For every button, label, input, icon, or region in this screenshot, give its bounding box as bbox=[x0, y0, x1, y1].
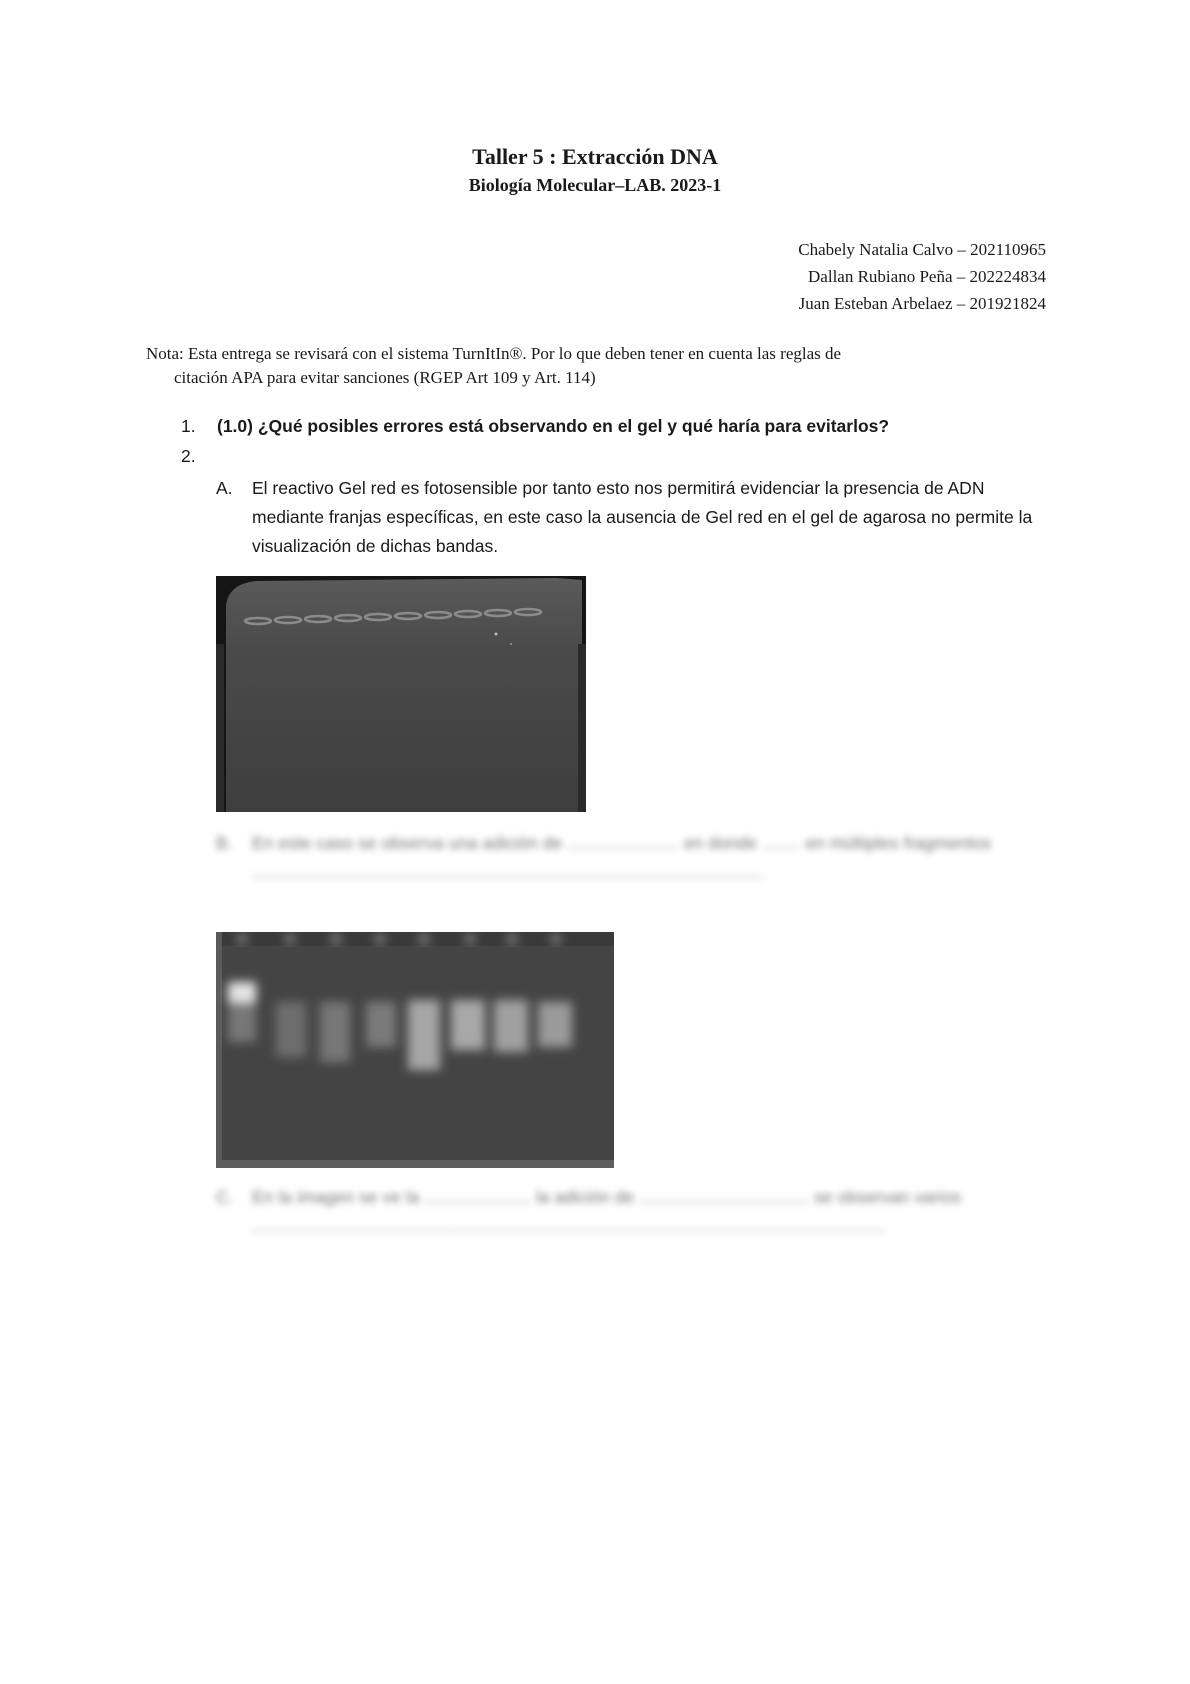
authors-block bbox=[798, 236, 1046, 317]
answer-b bbox=[216, 829, 1052, 887]
author-line: Chabely Natalia Calvo – 202110965 bbox=[798, 240, 1046, 259]
author-line: Juan Esteban Arbelaez – 201921824 bbox=[798, 294, 1046, 313]
answer-c bbox=[216, 1183, 1052, 1241]
answer-c-letter: C. bbox=[216, 1187, 234, 1207]
answer-a bbox=[216, 474, 1052, 561]
gel-image-no-bands bbox=[216, 576, 586, 812]
author-line: Dallan Rubiano Peña – 202224834 bbox=[808, 267, 1046, 286]
document-title: Taller 5 : Extracción DNA bbox=[472, 144, 718, 169]
answer-a-letter: A. bbox=[216, 478, 233, 498]
gel-image-smeared-bands bbox=[216, 932, 614, 1168]
note-line-2: citación APA para evitar sanciones (RGEP Art 109 y Art. 114) bbox=[174, 368, 596, 387]
note-paragraph bbox=[146, 342, 1050, 390]
question-2-number: 2. bbox=[181, 446, 196, 466]
question-1-number: 1. bbox=[181, 416, 196, 436]
answer-c-text: En la imagen se ve la ...................... la adición de ................................... se observan varios .................................................................................................................................. bbox=[252, 1187, 962, 1236]
answer-b-text: En este caso se observa una adición de ....................... en donde ........ en múltiples fragmentos ......................................................................................................... bbox=[252, 833, 992, 882]
note-line-1: Nota: Esta entrega se revisará con el sistema TurnItIn®. Por lo que deben tener en cuenta las reglas de bbox=[146, 344, 842, 363]
answer-a-text: El reactivo Gel red es fotosensible por tanto esto nos permitirá evidenciar la presencia de ADN mediante franjas específicas, en este caso la ausencia de Gel red en el gel de agarosa no permite la visualización de dichas bandas. bbox=[252, 478, 1033, 556]
answer-b-letter: B. bbox=[216, 833, 233, 853]
document-subtitle: Biología Molecular–LAB. 2023-1 bbox=[468, 175, 722, 195]
question-1-text: (1.0) ¿Qué posibles errores está observando en el gel y qué haría para evitarlos? bbox=[217, 416, 890, 436]
